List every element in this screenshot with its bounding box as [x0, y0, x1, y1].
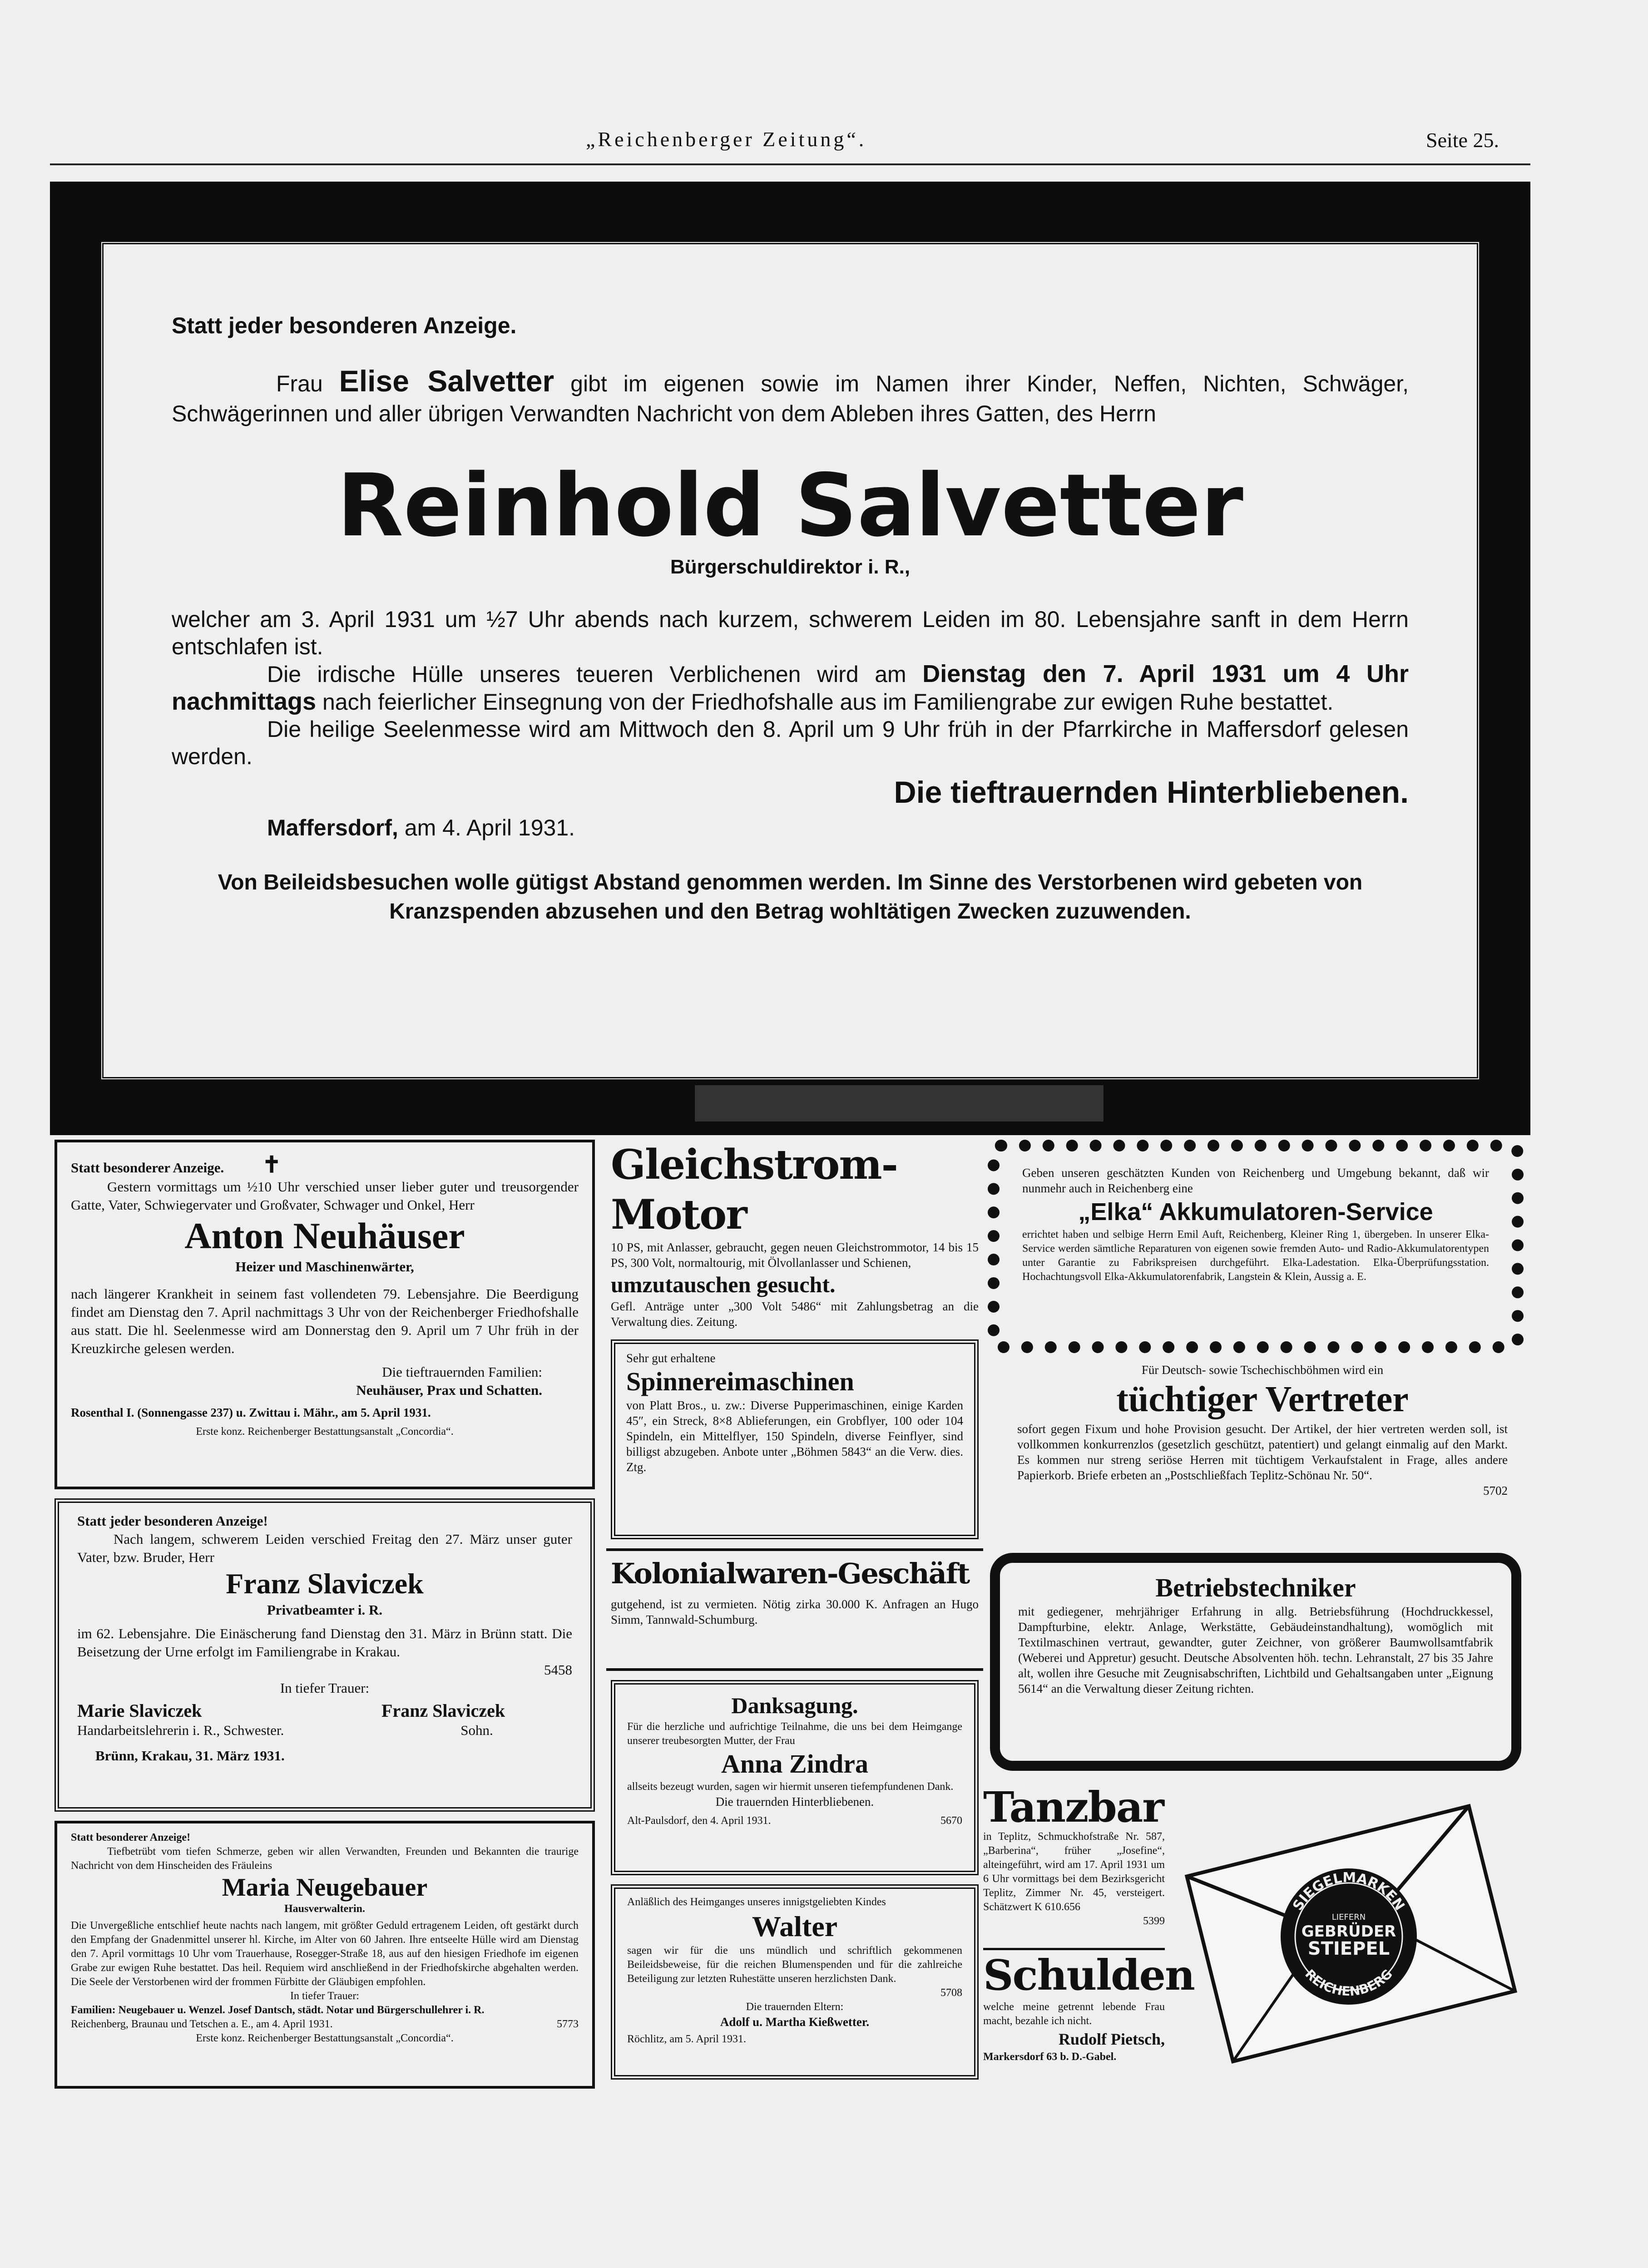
ad-title: „Elka“ Akkumulatoren-Service: [1078, 1198, 1433, 1225]
ad-neugebauer: [54, 1821, 595, 2089]
ad-sign-names: Adolf u. Martha Kießwetter.: [720, 2015, 870, 2029]
ad-place: Röchlitz, am 5. April 1931.: [627, 2033, 746, 2045]
death-paragraph: welcher am 3. April 1931 um ½7 Uhr abends nach kurzem, schwerem Leiden im 80. Lebensjahre sanft in dem Herrn entschlafen ist.: [172, 607, 1409, 659]
mourner-1-role: Handarbeitslehrerin i. R., Schwester.: [77, 1722, 284, 1738]
ad-sign: Die trauernden Hinterbliebenen.: [715, 1795, 874, 1808]
ad-text: Tiefbetrübt vom tiefen Schmerze, geben wir allen Verwandten, Freunden und Bekannten die traurige Nachricht von dem Hinscheiden des Fräuleins: [71, 1846, 579, 1872]
mourners-signature: Die tieftrauernden Hinterbliebenen.: [894, 775, 1409, 810]
ad-text: 10 PS, mit Anlasser, gebraucht, gegen neuen Gleichstrommotor, 14 bis 15 PS, 300 Volt, normaltourig, mit Ölvollanlasser und Schienen,: [611, 1240, 979, 1270]
deceased-title: Bürgerschuldirektor i. R.,: [670, 556, 911, 578]
ad-name: Anna Zindra: [721, 1749, 868, 1779]
ad-elka: [988, 1140, 1524, 1353]
seal-center-2: STIEPEL: [1307, 1938, 1390, 1959]
ad-agency: Erste konz. Reichenberger Bestattungsanstalt „Concordia“.: [196, 2032, 454, 2044]
mourner-1: Marie Slaviczek: [77, 1700, 202, 1721]
ad-name: Franz Slaviczek: [226, 1567, 424, 1600]
ad-code: 5702: [1483, 1484, 1508, 1497]
ad-code: 5458: [544, 1662, 572, 1678]
ad-text: gutgehend, ist zu vermieten. Nötig zirka 30.000 K. Anfragen an Hugo Simm, Tannwald-Schumburg.: [611, 1597, 979, 1626]
ad-place: Markersdorf 63 b. D.-Gabel.: [983, 2051, 1117, 2063]
mourner-2-role: Sohn.: [460, 1722, 493, 1738]
ad-mourn: In tiefer Trauer:: [280, 1680, 370, 1696]
ad-text: Geben unseren geschätzten Kunden von Reichenberg und Umgebung bekannt, daß wir nunmehr auch in Reichenberg eine: [1022, 1166, 1489, 1195]
ad-mourn: In tiefer Trauer:: [290, 1990, 359, 2002]
header-rule: [50, 163, 1530, 165]
ad-intro: Statt besonderer Anzeige.: [71, 1160, 224, 1176]
frame-strip: [695, 1085, 1104, 1122]
ad-text-2: allseits bezeugt wurden, sagen wir hiermit unseren tiefempfundenen Dank.: [627, 1781, 954, 1793]
ad-place: Brünn, Krakau, 31. März 1931.: [95, 1748, 285, 1764]
ad-place-row: Alt-Paulsdorf, den 4. April 1931. 5670: [627, 1815, 962, 1827]
ad-place: Rosenthal I. (Sonnengasse 237) u. Zwittau i. Mähr., am 5. April 1931.: [71, 1406, 431, 1419]
ad-text: sofort gegen Fixum und hohe Provision gesucht. Der Artikel, der hier vertreten werden soll, ist vollkommen konkurrenzlos (gesetzlich geschützt, patentiert) und gelangt einmalig auf den Markt. Es kommen nur streng seriöse Herren mit tüchtigem Verkaufstalent in Frage, alles andere Papierkorb. Briefe erbeten an „Postschließfach Teplitz-Schönau Nr. 50“.: [1017, 1422, 1508, 1482]
funeral-paragraph: Die irdische Hülle unseres teueren Verblichenen wird am Dienstag den 7. April 1931 um 4 Uhr nachmittags nach feierlicher Einsegnung von der Friedhofshalle aus im Familiengrabe zur ewigen Ruhe bestattet.: [172, 660, 1409, 715]
ad-place-row: Reichenberg, Braunau und Tetschen a. E., am 4. April 1931. 5773: [71, 2018, 579, 2030]
ad-schulden: [983, 1948, 1194, 2089]
ad-kolonialwaren: [606, 1548, 983, 1671]
funeral-date: Dienstag den 7. April 1931 um 4 Uhr nachmittags: [172, 660, 1409, 715]
ad-title: Schulden: [983, 1951, 1194, 2000]
ad-family: Die tieftrauernden Familien:: [382, 1364, 542, 1380]
ad-code: 5708: [940, 1987, 962, 1999]
ad-title: Heizer und Maschinenwärter,: [235, 1259, 414, 1275]
ad-text-2: im 62. Lebensjahre. Die Einäscherung fand Dienstag den 31. März in Brünn statt. Die Beisetzung der Urne erfolgt im Familiengrabe in Krakau.: [77, 1626, 572, 1660]
ad-text-2: errichtet haben und selbige Herrn Emil Auft, Reichenberg, Kleiner Ring 1, übergeben. In unserer Elka-Service werden sämtliche Reparaturen von eigenen sowie fremden Auto- und Radio-Akkumulatorentypen unter Garantie zu Fabrikspreisen durchgeführt. Elka-Ladestation. Elka-Überprüfungsstation. Hochachtungsvoll Elka-Akkumulatorenfabrik, Langstein & Klein, Aussig a. E.: [1022, 1229, 1489, 1283]
main-obituary-panel: [100, 241, 1480, 1081]
ad-title: Danksagung.: [731, 1693, 858, 1718]
ad-title: Privatbeamter i. R.: [267, 1602, 383, 1618]
ad-text-2: Gefl. Anträge unter „300 Volt 5486“ mit Zahlungsbetrag an die Verwaltung dies. Zeitung.: [611, 1300, 979, 1329]
ad-vertreter: [1017, 1362, 1508, 1548]
ad-text: Gestern vormittags um ½10 Uhr verschied unser lieber guter und treusorgender Gatte, Vater, Schwiegervater und Großvater, Schwager und Onkel, Herr: [71, 1179, 579, 1213]
newspaper-title: „Reichenberger Zeitung“.: [586, 128, 867, 151]
ad-text: in Teplitz, Schmuckhofstraße Nr. 587, „Barberina“, früher „Josefine“, alteingeführt, wird am 17. April 1931 um 6 Uhr vormittags bei dem Bezirksgericht Teplitz, Zimmer Nr. 45, versteigert. Schätzwert K 610.656: [983, 1831, 1165, 1913]
page-number: Seite 25.: [1426, 128, 1499, 152]
ad-title: Hausverwalterin.: [284, 1903, 365, 1915]
ad-text: Nach langem, schwerem Leiden verschied Freitag den 27. März unser guter Vater, bzw. Bruder, Herr: [77, 1531, 572, 1565]
ad-name: Walter: [752, 1910, 838, 1942]
ad-family: Familien: Neugebauer u. Wenzel. Josef Dantsch, städt. Notar und Bürgerschullehrer i. R.: [71, 2004, 485, 2016]
ad-text: welche meine getrennt lebende Frau macht, bezahle ich nicht.: [983, 2001, 1165, 2027]
ad-tanzbar: [983, 1784, 1165, 1939]
ad-headline: umzutauschen gesucht.: [611, 1272, 836, 1297]
deceased-name: Reinhold Salvetter: [337, 455, 1243, 556]
ad-title: Gleichstrom-Motor: [611, 1141, 898, 1239]
ad-family-names: Neuhäuser, Prax und Schatten.: [356, 1382, 542, 1398]
intro-line: Statt jeder besonderen Anzeige.: [172, 313, 517, 338]
ad-text: Für die herzliche und aufrichtige Teilnahme, die uns bei dem Heimgange unserer treubesorgten Mutter, der Frau: [627, 1721, 962, 1747]
seal-ring-top: SIEGELMARKEN: [1290, 1869, 1408, 1914]
ad-text: Anläßlich des Heimganges unseres innigstgeliebten Kindes: [627, 1896, 886, 1908]
mourner-2: Franz Slaviczek: [381, 1700, 505, 1721]
place-date: Maffersdorf, am 4. April 1931.: [267, 815, 575, 840]
main-obituary-frame: [50, 182, 1530, 1135]
envelope-illustration: [1169, 1780, 1528, 2089]
ad-intro: Statt besonderer Anzeige!: [71, 1832, 191, 1843]
ad-title: Tanzbar: [983, 1783, 1163, 1832]
ad-code: 5399: [1143, 1915, 1165, 1927]
ad-agency: Erste konz. Reichenberger Bestattungsanstalt „Concordia“.: [196, 1426, 454, 1438]
ad-motor: [606, 1140, 983, 1330]
seal-ring-bottom: REICHENBERG: [1302, 1966, 1396, 1999]
ad-intro: Sehr gut erhaltene: [626, 1351, 716, 1365]
ad-sign: Die trauernden Eltern:: [746, 2001, 844, 2013]
cross-icon: ✝: [262, 1152, 282, 1177]
mass-paragraph: Die heilige Seelenmesse wird am Mittwoch den 8. April um 9 Uhr früh in der Pfarrkirche in Maffersdorf gelesen werden.: [172, 716, 1409, 769]
ad-name: Maria Neugebauer: [222, 1873, 428, 1902]
ad-title: tüchtiger Vertreter: [1116, 1379, 1409, 1419]
ad-intro: Statt jeder besonderen Anzeige!: [77, 1513, 268, 1529]
ad-text-2: Die Unvergeßliche entschlief heute nachts nach langem, mit größter Geduld ertragenem Leiden, oft gestärkt durch den Empfang der Gnadenmittel unserer hl. Kirche, im Alter von 60 Jahren. Ihre entseelte Hülle wird am Dienstag den 7. April vormittags 10 Uhr vom Trauerhause, Rosegger-Straße 18, aus auf den hiesigen Friedhofe im eigenen Grabe zur ewigen Ruhe bestattet. Das heil. Requiem wird anschließend in der Friedhofskirche abgehalten werden. Die Seele der Verstorbenen wird der frommen Fürbitte der Gläubigen empfohlen.: [71, 1920, 579, 1988]
ad-name: Anton Neuhäuser: [184, 1215, 465, 1256]
ad-walter: [611, 1884, 979, 2080]
condolence-note: Von Beileidsbesuchen wolle gütigst Abstand genommen werden. Im Sinne des Verstorbenen wird gebeten von Kranzspenden abzusehen und den Betrag wohltätigen Zwecken zuzuwenden.: [218, 870, 1363, 924]
ad-spinnerei: [611, 1339, 979, 1539]
ad-neuhaeuser: [54, 1140, 595, 1489]
announcement-paragraph: Frau Elise Salvetter gibt im eigenen sowie im Namen ihrer Kinder, Neffen, Nichten, Schwäger, Schwägerinnen und aller übrigen Verwandten Nachricht von dem Ableben ihres Gatten, des Herrn: [172, 364, 1409, 426]
ad-title: Betriebstechniker: [1155, 1573, 1356, 1602]
ad-slaviczek: [54, 1498, 595, 1812]
ad-text: von Platt Bros., u. zw.: Diverse Pupperimaschinen, einige Karden 45″, ein Streck, 8×8 Ablieferungen, ein Grobflyer, 100 oder 104 Spindeln, ein Mittelflyer, 150 Spindeln, diverse Feinflyer, sind billigst abzugeben. Anbote unter „Böhmen 5843“ an die Verw. dies. Ztg.: [626, 1398, 963, 1474]
ad-title: Spinnereimaschinen: [626, 1367, 854, 1396]
ad-title: Kolonialwaren-Geschäft: [611, 1557, 970, 1590]
ad-name: Rudolf Pietsch,: [1059, 2030, 1165, 2048]
widow-name: Elise Salvetter: [339, 364, 554, 398]
ad-siegelmarken: [1169, 1780, 1528, 2089]
ad-text: mit gediegener, mehrjähriger Erfahrung in allg. Betriebsführung (Hochdruckkessel, Dampfturbine, elektr. Anlage, Werkstätte, Gebäudeinstandhaltung), womöglich mit Textilmaschinen vertraut, gewandter, guter Zeichner, von größerer Baumwollsamtfabrik (Weberei und Appretur) gesucht. Deutsche Absolventen höh. techn. Lehranstalt, 27 bis 35 Jahre alt, wollen ihre Gesuche mit Zeugnisabschriften, Lichtbild und Gehaltsangaben unter „Eignung 5614“ an die Verwaltung dieser Zeitung richten.: [1018, 1605, 1493, 1695]
ad-text-2: nach längerer Krankheit in seinem fast vollendeten 79. Lebensjahre. Die Beerdigung findet am Dienstag den 7. April nachmittags 3 Uhr von der Reichenberger Friedhofshalle aus statt. Die hl. Seelenmesse wird am Donnerstag den 9. April um 7 Uhr früh in der Kreuzkirche gelesen werden.: [71, 1286, 579, 1356]
seal-center-1: GEBRÜDER: [1301, 1922, 1396, 1941]
seal-small: LIEFERN: [1331, 1912, 1366, 1922]
ad-betriebstechniker: [990, 1553, 1521, 1771]
ad-text-2: sagen wir für die uns mündlich und schriftlich gekommenen Beileidsbeweise, für die reichen Blumenspenden und für die zahlreiche Beteiligung zur letzten Ruhestätte unseren herzlichsten Dank.: [627, 1945, 962, 1985]
ad-danksagung: [611, 1680, 979, 1875]
ad-intro: Für Deutsch- sowie Tschechischböhmen wird ein: [1141, 1363, 1384, 1377]
